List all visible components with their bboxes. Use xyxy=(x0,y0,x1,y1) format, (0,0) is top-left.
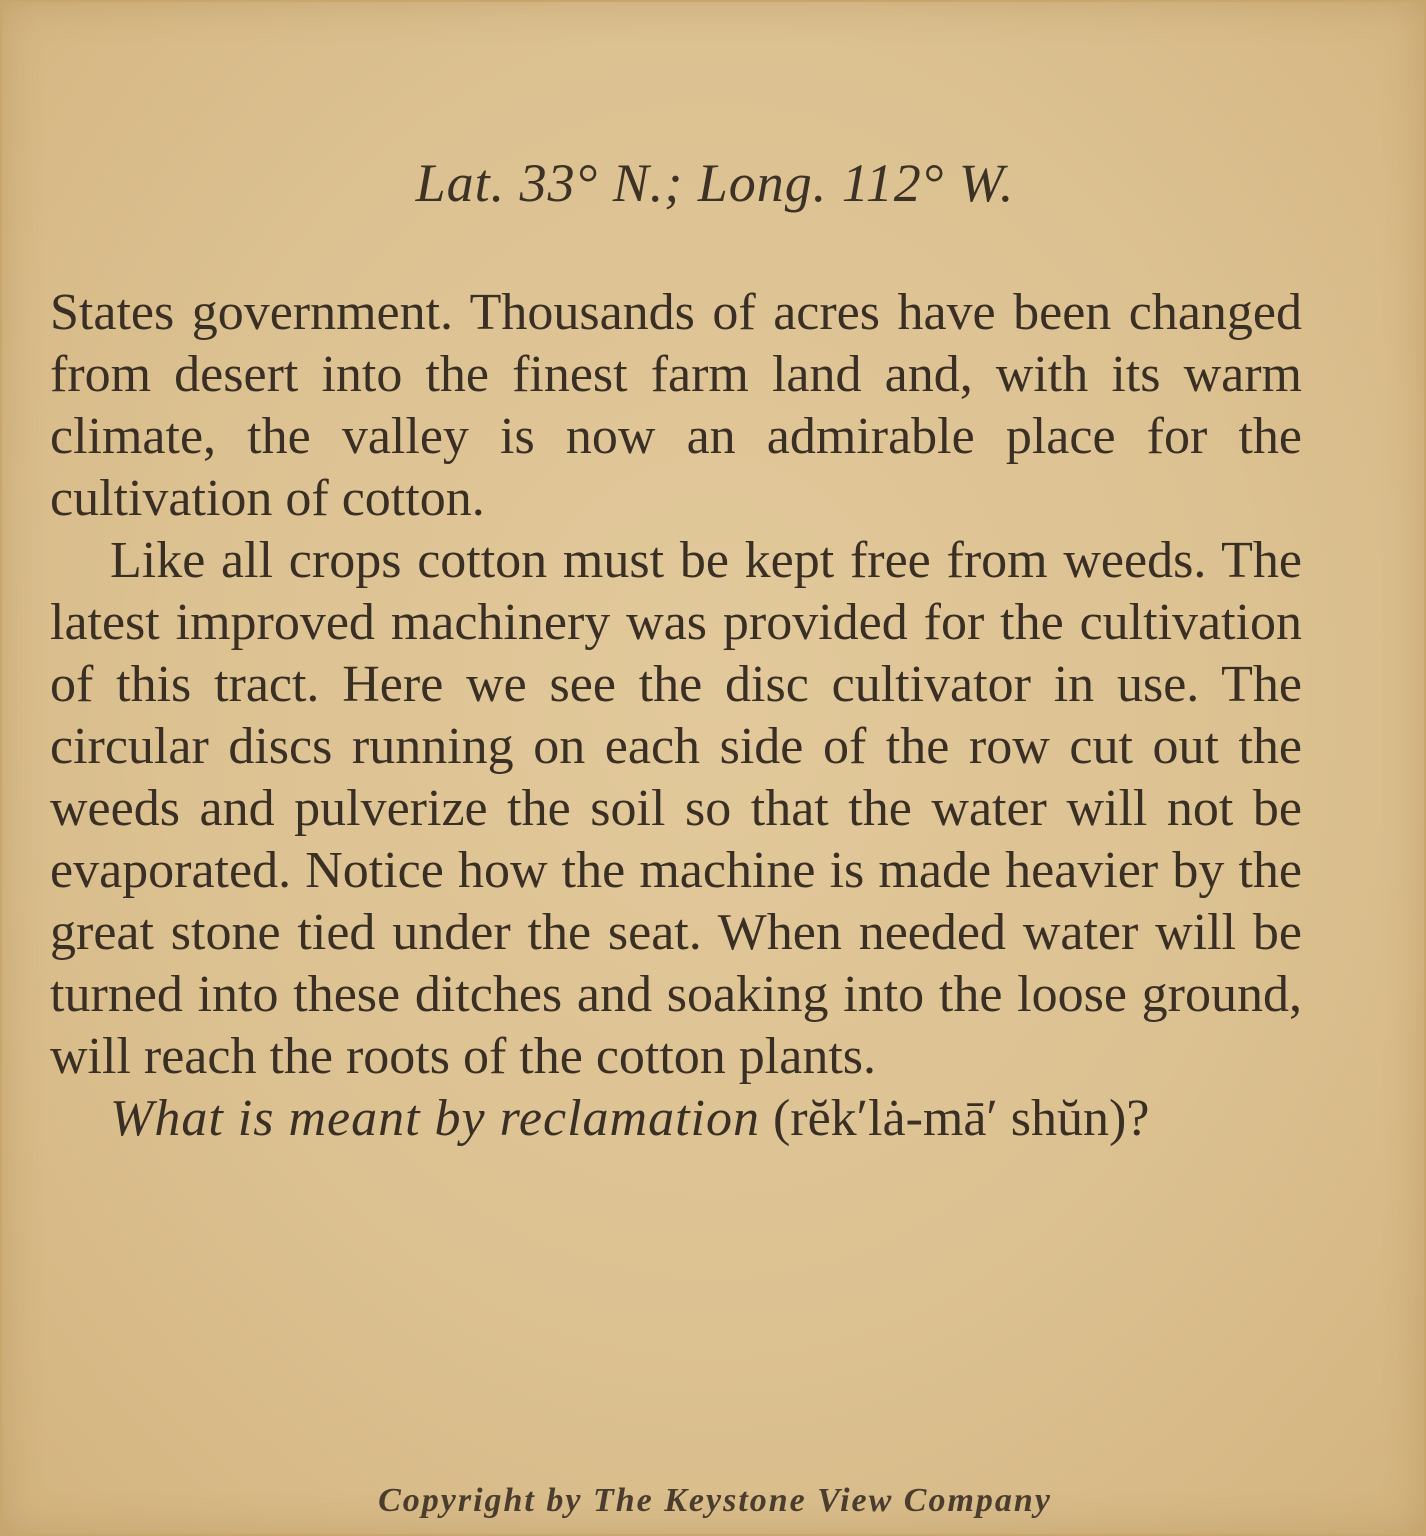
study-question-italic: What is meant by reclamation xyxy=(110,1090,760,1147)
card-body-text xyxy=(50,282,1302,1150)
study-question-pronunciation: (rĕk′lȧ-mā′ shŭn)? xyxy=(772,1090,1150,1147)
paragraph-reclamation: States government. Thousands of acres have been changed from desert into the finest farm land and, with its warm climate, the valley is now an admirable place for the cultivation of cotton. xyxy=(50,284,1302,527)
copyright-notice: Copyright by The Keystone View Company xyxy=(378,1482,1052,1519)
coordinates-heading: Lat. 33° N.; Long. 112° W. xyxy=(415,153,1015,213)
study-question xyxy=(50,1088,1302,1150)
paragraph-cultivator: Like all crops cotton must be kept free from weeds. The latest improved machinery was provided for the cultivation of this tract. Here we see the disc cultivator in use. The circular discs running on each side of the row cut out the weeds and pulverize the soil so that the water will not be evaporated. Notice how the machine is made heavier by the great stone tied under the seat. When needed water will be turned into these ditches and soaking into the loose ground, will reach the roots of the cotton plants. xyxy=(50,532,1302,1085)
